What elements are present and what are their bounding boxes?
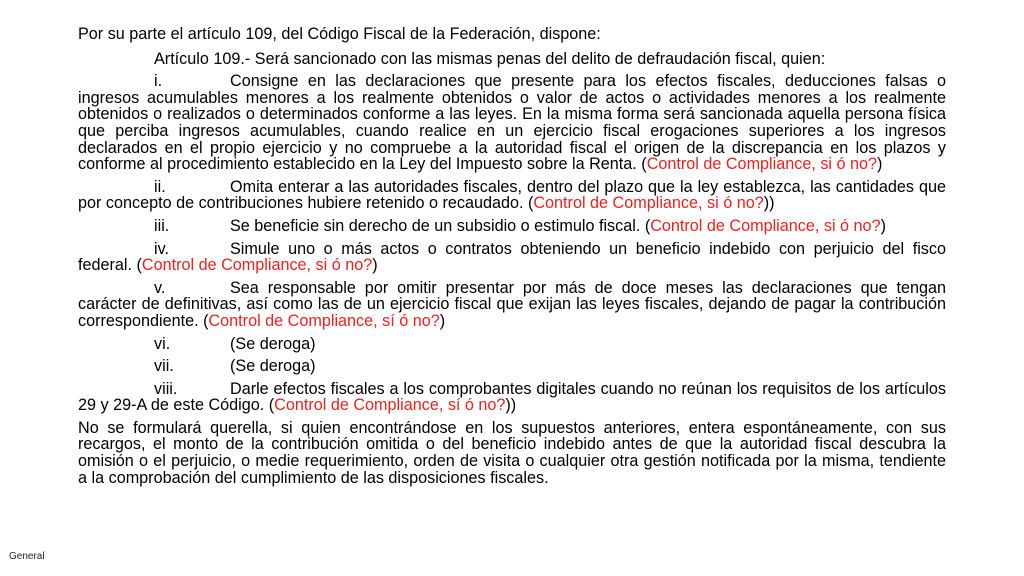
item-number: ii. <box>154 177 166 196</box>
article-item-vii <box>78 358 946 375</box>
closing-paragraph: No se formulará querella, si quien encontrándose en los supuestos anteriores, entera espontáneamente, con sus recargos, el monto de la contribución omitida o del beneficio indebido antes de que la autoridad fiscal descubra la omisión o el perjuicio, o medie requerimiento, orden de visita o cualquier otra gestión notificada por la misma, tendiente a la comprobación del cumplimiento de las disposiciones fiscales. <box>78 418 946 487</box>
compliance-note: Control de Compliance, si ó no? <box>650 216 881 235</box>
item-text: (Se deroga) <box>230 357 316 376</box>
compliance-note: Control de Compliance, si ó no? <box>646 155 878 174</box>
item-number: iv. <box>154 239 169 258</box>
article-heading: Artículo 109.- Será sancionado con las mismas penas del delito de defraudación fiscal, quien: <box>154 49 826 68</box>
compliance-note: Control de Compliance, si ó no? <box>533 194 764 213</box>
document-body <box>78 26 946 492</box>
article-item-v <box>78 280 946 330</box>
item-close: ) <box>880 216 886 235</box>
article-item-iv <box>78 241 946 274</box>
item-text: Omita enterar a las autoridades fiscales, dentro del plazo que la ley establezca, las cantidades que por concepto de contribuciones hubiere retenido o recaudado. ( <box>78 177 946 213</box>
item-text: Simule uno o más actos o contratos obteniendo un beneficio indebido con perjuicio del fisco federal. ( <box>78 239 946 275</box>
item-text: Consigne en las declaraciones que presente para los efectos fiscales, deducciones falsas o ingresos acumulables menores a los realmente obtenidos o valor de actos o actividades menores a los realmente obtenidos o realizados o determinados conforme a las leyes. En la misma forma será sancionada aquella persona física que perciba ingresos acumulables, cuando realice en un ejercicio fiscal erogaciones superiores a los ingresos declarados en el propio ejercicio y no compruebe a la autoridad fiscal el origen de la discrepancia en los plazos y conforme al procedimiento establecido en la Ley del Impuesto sobre la Renta. ( <box>78 72 946 174</box>
item-close: )) <box>763 194 775 213</box>
item-number: vii. <box>154 357 174 376</box>
intro-paragraph: Por su parte el artículo 109, del Código Fiscal de la Federación, dispone: <box>78 25 601 43</box>
item-text: Darle efectos fiscales a los comprobantes digitales cuando no reúnan los requisitos de los artículos 29 y 29-A de este Código. ( <box>78 379 946 415</box>
item-text: Se beneficie sin derecho de un subsidio o estimulo fiscal. ( <box>230 216 651 235</box>
compliance-note: Control de Compliance, sí ó no? <box>274 396 506 415</box>
item-number: i. <box>154 72 163 91</box>
item-close: ) <box>439 311 446 330</box>
item-close: ) <box>372 256 378 275</box>
article-item-viii <box>78 381 946 414</box>
item-close: ) <box>877 155 883 174</box>
article-item-vi <box>78 336 946 353</box>
item-text: (Se deroga) <box>230 334 316 353</box>
item-number: vi. <box>154 334 171 353</box>
item-number: viii. <box>154 379 178 398</box>
item-text: Sea responsable por omitir presentar por más de doce meses las declaraciones que tengan carácter de definitivas, así como las de un ejercicio fiscal que exijan las leyes fiscales, dejando de pagar la contribución correspondiente. ( <box>78 278 946 330</box>
item-close: )) <box>505 396 517 415</box>
compliance-note: Control de Compliance, si ó no? <box>141 256 373 275</box>
item-number: iii. <box>154 216 170 235</box>
sensitivity-label: General <box>9 551 45 562</box>
compliance-note: Control de Compliance, sí ó no? <box>208 311 440 330</box>
article-item-ii <box>78 179 946 212</box>
item-number: v. <box>154 278 166 297</box>
article-item-i <box>78 73 946 173</box>
article-item-iii <box>78 218 946 235</box>
